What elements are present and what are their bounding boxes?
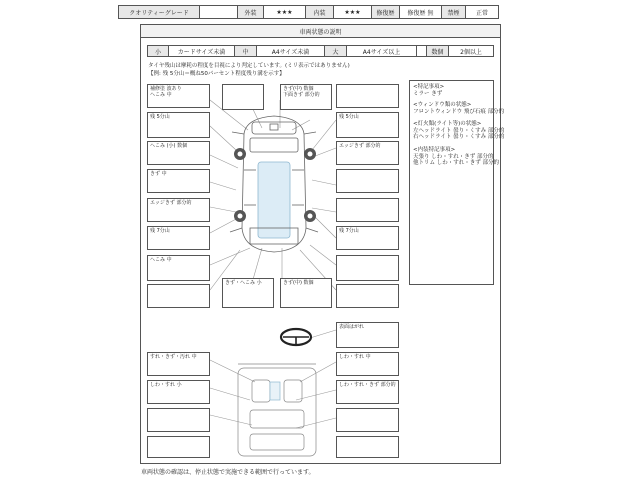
- damage-box-left-1: 補修塗 波あり へこみ 中: [147, 84, 210, 108]
- damage-box-left-8: [147, 284, 210, 308]
- damage-box-int-left-4: [147, 436, 210, 458]
- damage-box-left-7: へこみ 中: [147, 255, 210, 281]
- legend-cell: 2個以上: [448, 46, 493, 56]
- header-cell: 正常: [465, 6, 498, 18]
- damage-box-int-right-3: [336, 408, 399, 432]
- damage-box-right-0: [336, 84, 399, 108]
- damage-box-left-5: エッジきず 部分的: [147, 198, 210, 222]
- damage-box-int-left-3: [147, 408, 210, 432]
- damage-box-right-5: 残 7分山: [336, 226, 399, 250]
- damage-box-bottom-mid-2: きず(中) 数個: [280, 278, 332, 308]
- header-cell: 修復歴 無: [399, 6, 441, 18]
- damage-box-right-1: 残 5分山: [336, 112, 399, 138]
- header-cell: クオリティーグレード: [119, 6, 199, 18]
- footer-note: 車両状態の確認は、停止状態で実施できる範囲で行っています。: [141, 469, 315, 476]
- damage-box-right-4: [336, 198, 399, 222]
- damage-box-left-6: 残 7分山: [147, 226, 210, 250]
- damage-box-int-right-4: [336, 436, 399, 458]
- damage-box-top-mid: きず(中) 数個 下面きず 部分的: [280, 84, 332, 110]
- legend-cell: A4サイズ未満: [256, 46, 324, 56]
- header-cell: ★★★: [263, 6, 305, 18]
- damage-box-left-4: きず 中: [147, 169, 210, 193]
- note-interior: <内装特記事項> 天張り しわ・すれ・きず 部分的 他トリム しわ・すれ・きず 部分的: [413, 147, 499, 166]
- header-cell: 内装: [305, 6, 333, 18]
- damage-box-right-2: エッジきず 部分的: [336, 141, 399, 165]
- header-cell: 外装: [237, 6, 263, 18]
- damage-box-int-right-1: しわ・すれ 中: [336, 352, 399, 376]
- header-cell: 修復歴: [371, 6, 399, 18]
- damage-box-int-left-1: すれ・きず・汚れ 中: [147, 352, 210, 376]
- note-special: <特記事項> ミラー きず: [413, 84, 445, 97]
- damage-box-int-left-2: しわ・すれ 小: [147, 380, 210, 404]
- legend-cell: 数個: [426, 46, 448, 56]
- damage-box-int-right-2: しわ・すれ・きず 部分的: [336, 380, 399, 404]
- tire-note-line2: 【例: 残 5分山＝概ね50パーセント程度残り溝を示す】: [148, 71, 285, 77]
- damage-box-right-3: [336, 169, 399, 193]
- damage-box-right-6: [336, 255, 399, 281]
- header-cell: 禁煙: [441, 6, 465, 18]
- legend-cell: A4サイズ以上: [346, 46, 416, 56]
- damage-box-left-2: 残 5分山: [147, 112, 210, 138]
- legend-cell: 小: [148, 46, 168, 56]
- note-glass: <ウィンドウ類の状態> フロントウィンドウ 飛び石痕 部分的: [413, 102, 505, 115]
- legend-cell: 大: [324, 46, 346, 56]
- header-cell: ★★★: [333, 6, 371, 18]
- section-title: 車両状態の説明: [140, 24, 501, 38]
- steering-wheel-icon: [281, 329, 311, 345]
- damage-box-right-7: [336, 284, 399, 308]
- damage-box-left-3: へこみ (小) 数個: [147, 141, 210, 165]
- damage-box-wheel: 表面はがれ: [336, 322, 399, 348]
- legend-cell: カードサイズ未満: [168, 46, 234, 56]
- damage-box-bottom-mid-1: きず・へこみ 小: [222, 278, 274, 308]
- tire-note-line1: タイヤ残山は摩耗の程度を目視により判定しています。(ミリ表示ではありません): [148, 63, 350, 69]
- note-lights: <灯火類(ライト等)の状態> 左ヘッドライト 曇り・くすみ 部分的 右ヘッドライト 曇り・くすみ 部分的: [413, 121, 505, 140]
- damage-box-top-mid-b: [222, 84, 264, 110]
- legend-cell: 中: [234, 46, 256, 56]
